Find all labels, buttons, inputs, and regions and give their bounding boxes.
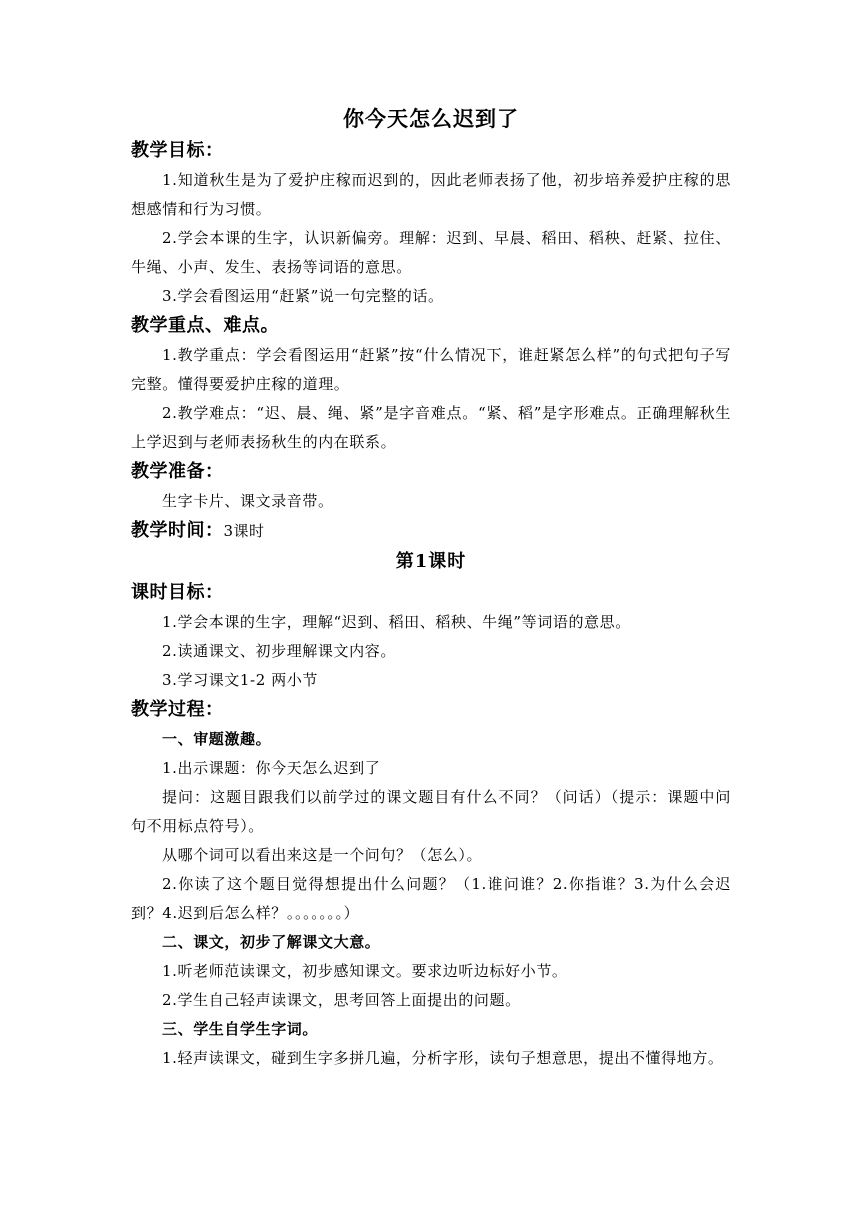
key-points-heading: 教学重点、难点。 [131,315,279,336]
section3-heading: 三、学生自学生字词。 [162,1020,319,1038]
key-point-item: 1.教学重点：学会看图运用“赶紧”按“什么情况下，谁赶紧怎么样”的句式把句子写完整。懂得要爱护庄稼的道理。 [131,346,731,393]
section1-item: 1.出示课题：你今天怎么迟到了 [162,759,381,777]
time-value: 3课时 [223,522,265,540]
section2-item: 1.听老师范读课文，初步感知课文。要求边听边标好小节。 [162,962,568,980]
lesson1-goal-item: 1.学会本课的生字，理解“迟到、稻田、稻秧、牛绳”等词语的意思。 [162,613,631,631]
time-line [131,516,731,546]
section1-item: 2.你读了这个题目觉得想提出什么问题？（1.谁问谁？2.你指谁？3.为什么会迟到？4.迟到后怎么样？。。。。。。。） [131,875,731,922]
section2-heading: 二、课文，初步了解课文大意。 [162,933,381,951]
lesson-plan [131,102,731,1073]
document-title: 你今天怎么迟到了 [343,106,519,131]
lesson1-title: 第1课时 [395,551,467,572]
key-point-item: 2.教学难点：“迟、晨、绳、紧”是字音难点。“紧、稻”是字形难点。正确理解秋生上学迟到与老师表扬秋生的内在联系。 [131,404,731,451]
section1-item: 提问：这题目跟我们以前学过的课文题目有什么不同？（问话）（提示：课题中问句不用标点符号）。 [131,788,731,835]
section2-item: 2.学生自己轻声读课文，思考回答上面提出的问题。 [162,991,521,1009]
lesson1-goal-item: 3.学习课文1-2 两小节 [162,671,319,689]
section1-item: 从哪个词可以看出来这是一个问句？（怎么）。 [162,846,483,864]
goal-item: 3.学会看图运用“赶紧”说一句完整的话。 [162,287,444,305]
section1-heading: 一、审题激趣。 [162,730,272,748]
goal-item: 2.学会本课的生字，认识新偏旁。理解：迟到、早晨、稻田、稻秧、赶紧、拉住、牛绳、小声、发生、表扬等词语的意思。 [131,229,731,276]
lesson1-goal-item: 2.读通课文、初步理解课文内容。 [162,642,396,660]
process-heading: 教学过程： [131,699,224,720]
time-heading: 教学时间： [131,520,224,541]
prep-text: 生字卡片、课文录音带。 [162,492,334,510]
goals-heading: 教学目标： [131,140,224,161]
lesson1-goals-heading: 课时目标： [131,582,224,603]
prep-heading: 教学准备： [131,461,224,482]
section3-item: 1.轻声读课文，碰到生字多拼几遍，分析字形，读句子想意思，提出不懂得地方。 [162,1049,724,1067]
goal-item: 1.知道秋生是为了爱护庄稼而迟到的，因此老师表扬了他，初步培养爱护庄稼的思想感情和行为习惯。 [131,171,731,218]
